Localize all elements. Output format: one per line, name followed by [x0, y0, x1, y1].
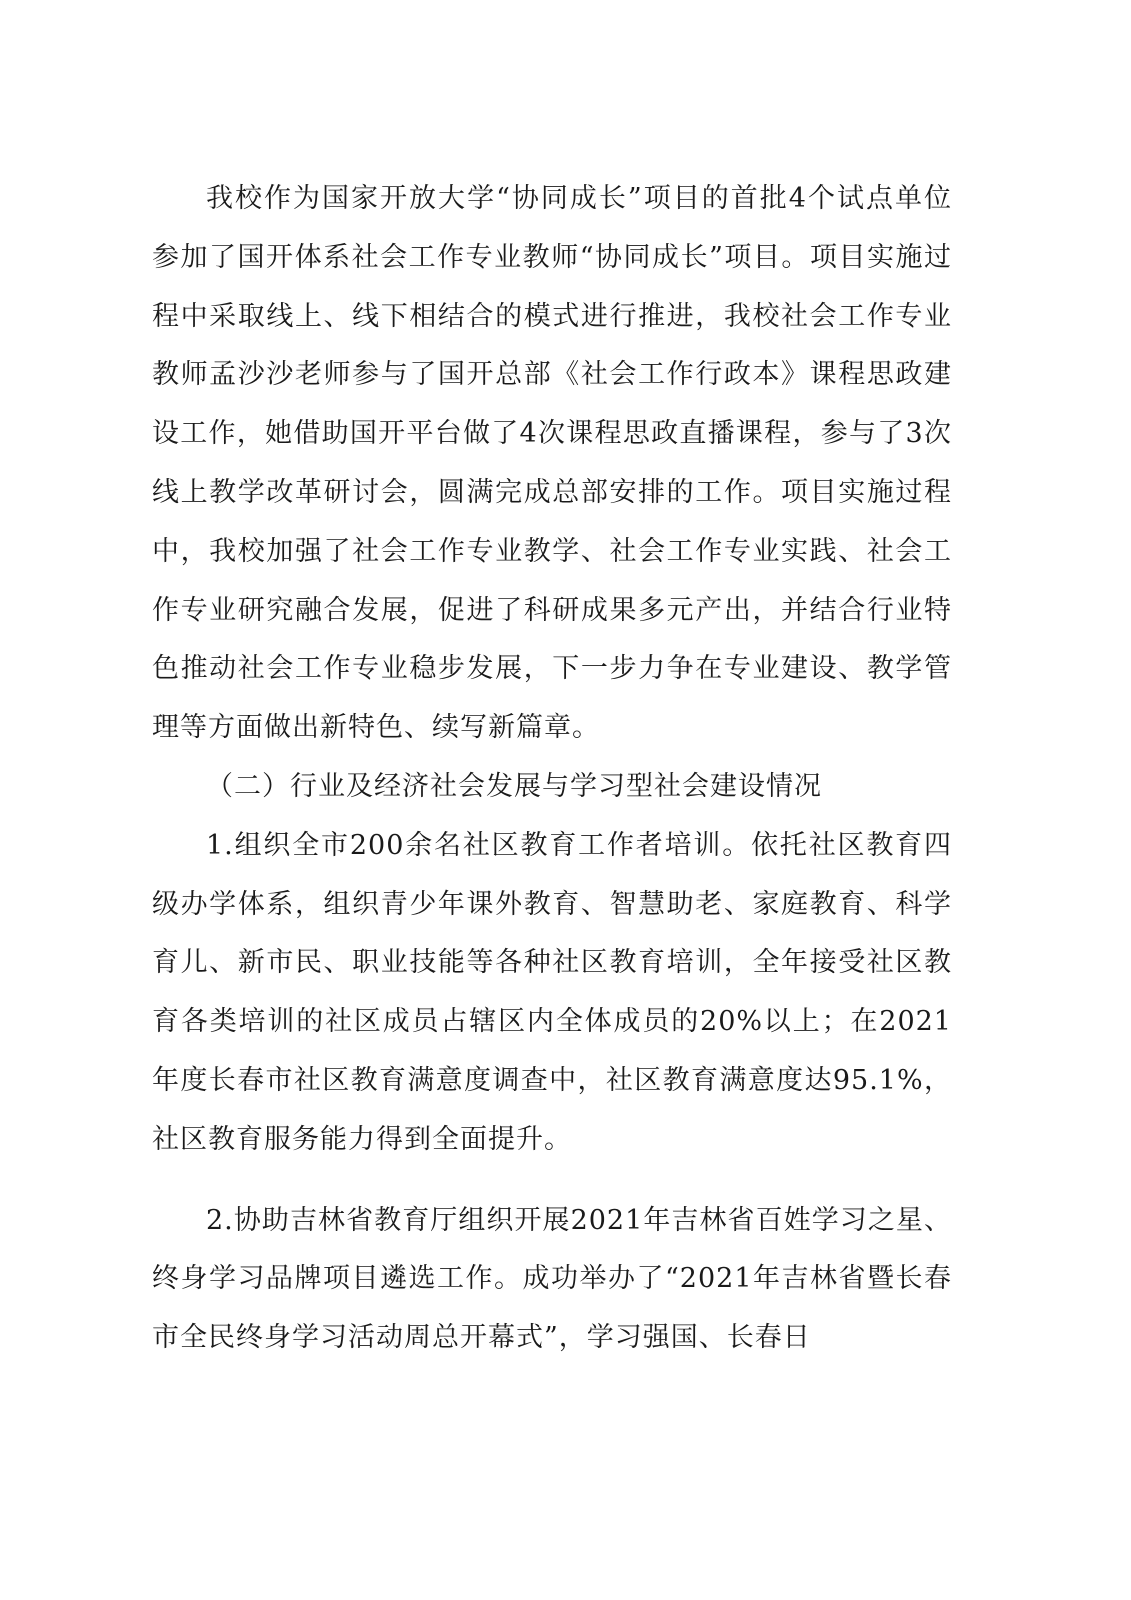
- document-body: [152, 170, 952, 1368]
- paragraph-gap: [152, 1170, 952, 1192]
- list-item-learning-star: 2.协助吉林省教育厅组织开展2021年吉林省百姓学习之星、终身学习品牌项目遴选工作。成功举办了“2021年吉林省暨长春市全民终身学习活动周总开幕式”，学习强国、长春日: [152, 1204, 952, 1354]
- list-item-community-training: 1.组织全市200余名社区教育工作者培训。依托社区教育四级办学体系，组织青少年课外教育、智慧助老、家庭教育、科学育儿、新市民、职业技能等各种社区教育培训，全年接受社区教育各类培训的社区成员占辖区内全体成员的20%以上；在2021年度长春市社区教育满意度调查中，社区教育满意度达95.1%，社区教育服务能力得到全面提升。: [152, 829, 952, 1155]
- section-heading: （二）行业及经济社会发展与学习型社会建设情况: [206, 770, 822, 802]
- paragraph-collaborative-growth: 我校作为国家开放大学“协同成长”项目的首批4个试点单位参加了国开体系社会工作专业教师“协同成长”项目。项目实施过程中采取线上、线下相结合的模式进行推进，我校社会工作专业教师孟沙沙老师参与了国开总部《社会工作行政本》课程思政建设工作，她借助国开平台做了4次课程思政直播课程，参与了3次线上教学改革研讨会，圆满完成总部安排的工作。项目实施过程中，我校加强了社会工作专业教学、社会工作专业实践、社会工作专业研究融合发展，促进了科研成果多元产出，并结合行业特色推动社会工作专业稳步发展，下一步力争在专业建设、教学管理等方面做出新特色、续写新篇章。: [152, 183, 952, 744]
